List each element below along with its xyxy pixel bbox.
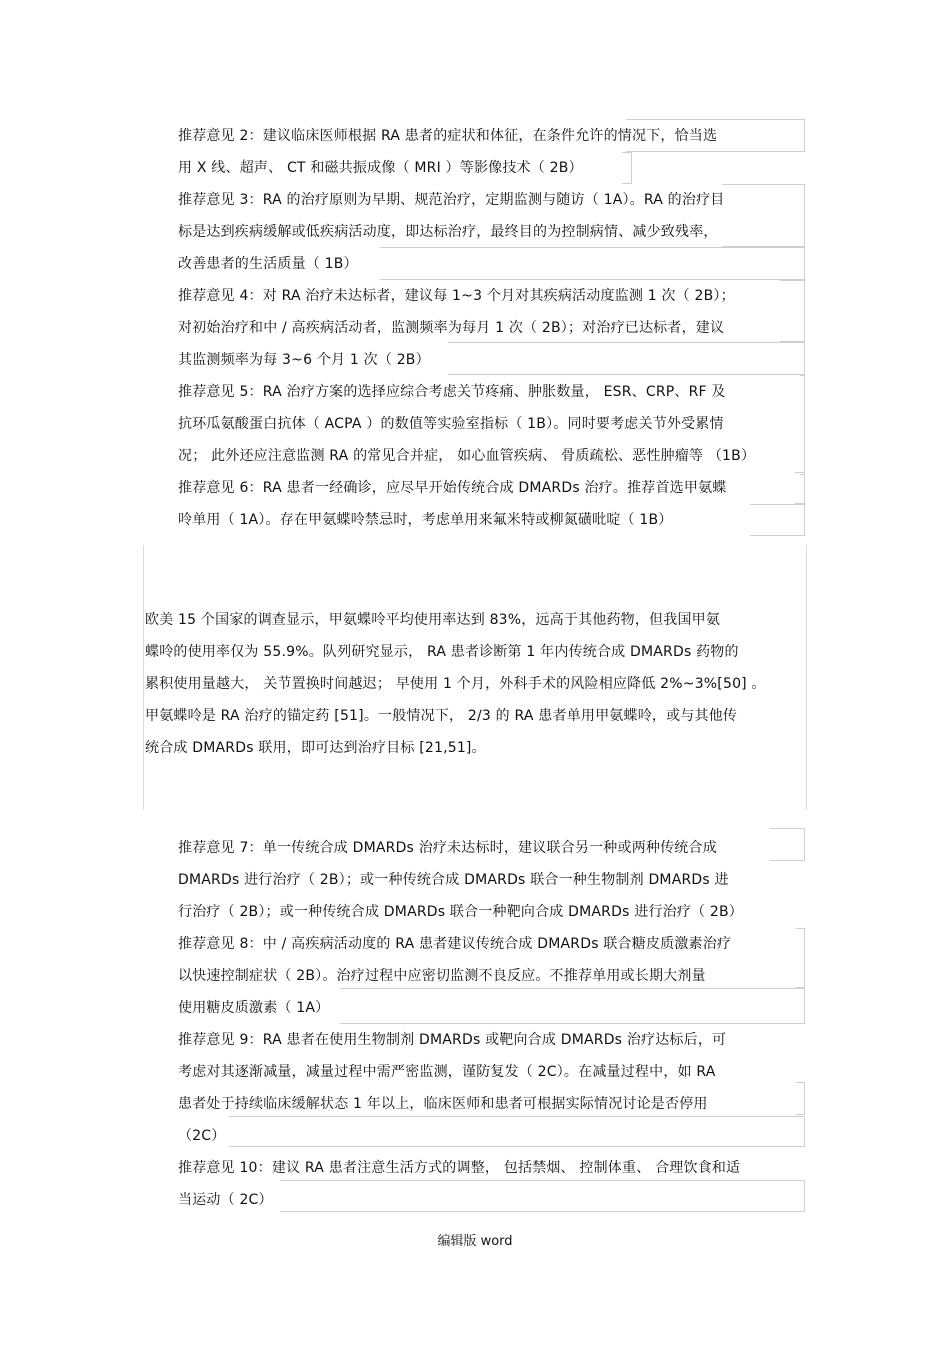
rec-line: 当运动（ 2C） bbox=[178, 1192, 273, 1208]
cell-border bbox=[448, 342, 805, 375]
cell-border bbox=[229, 1116, 805, 1147]
rec-line: 对初始治疗和中 / 高疾病活动者，监测频率为每月 1 次（ 2B）；对治疗已达标者，建议 bbox=[178, 320, 725, 336]
rec-line: 况； 此外还应注意监测 RA 的常见合并症， 如心血管疾病、 骨质疏松、恶性肿瘤等 （1B） bbox=[178, 448, 756, 464]
cell-border bbox=[770, 828, 805, 861]
rec-line: 推荐意见 8：中 / 高疾病活动度的 RA 患者建议传统合成 DMARDs 联合糖皮质激素治疗 bbox=[178, 936, 732, 952]
rec-line: 其监测频率为每 3~6 个月 1 次（ 2B） bbox=[178, 352, 430, 368]
rec-line: 推荐意见 4：对 RA 治疗未达标者，建议每 1~3 个月对其疾病活动度监测 1 次（ 2B）； bbox=[178, 288, 735, 304]
page-footer: 编辑版 word bbox=[437, 1234, 513, 1249]
rec-line: 行治疗（ 2B）；或一种传统合成 DMARDs 联合一种靶向合成 DMARDs 进行治疗（ 2B） bbox=[178, 904, 743, 920]
rec-line: 推荐意见 10：建议 RA 患者注意生活方式的调整， 包括禁烟、 控制体重、 合理饮食和适 bbox=[178, 1160, 741, 1176]
rec-line: 推荐意见 7：单一传统合成 DMARDs 治疗未达标时，建议联合另一种或两种传统合成 bbox=[178, 840, 717, 856]
paragraph-line: 欧美 15 个国家的调查显示，甲氨蝶呤平均使用率达到 83%，远高于其他药物，但我国甲氨 bbox=[145, 612, 721, 628]
cell-border bbox=[800, 375, 805, 475]
paragraph-line: 累积使用量越大， 关节置换时间越迟； 早使用 1 个月，外科手术的风险相应降低 2%~3%[50] 。 bbox=[145, 676, 766, 692]
rec-line: 抗环瓜氨酸蛋白抗体（ ACPA ）的数值等实验室指标（ 1B）。同时要考虑关节外受累情 bbox=[178, 416, 724, 432]
rec-line: 改善患者的生活质量（ 1B） bbox=[178, 256, 358, 272]
rec-line: 呤单用（ 1A）。存在甲氨蝶呤禁忌时，考虑单用来氟米特或柳氮磺吡啶（ 1B） bbox=[178, 512, 673, 528]
rec-line: 用 X 线、超声、 CT 和磁共振成像（ MRI ）等影像技术（ 2B） bbox=[178, 160, 583, 176]
rec-line: 患者处于持续临床缓解状态 1 年以上，临床医师和患者可根据实际情况讨论是否停用 bbox=[178, 1096, 708, 1112]
cell-border bbox=[750, 504, 805, 536]
paragraph-line: 甲氨蝶呤是 RA 治疗的锚定药 [51]。一般情况下， 2/3 的 RA 患者单用甲氨蝶呤，或与其他传 bbox=[145, 708, 738, 724]
rec-line: 推荐意见 9：RA 患者在使用生物制剂 DMARDs 或靶向合成 DMARDs 治疗达标后，可 bbox=[178, 1032, 727, 1048]
rec-line: 推荐意见 3：RA 的治疗原则为早期、规范治疗，定期监测与随访（ 1A）。RA 的治疗目 bbox=[178, 192, 725, 208]
rec-line: DMARDs 进行治疗（ 2B）；或一种传统合成 DMARDs 联合一种生物制剂 DMARDs 进 bbox=[178, 872, 729, 888]
rec-line: （2C） bbox=[178, 1128, 226, 1144]
cell-border bbox=[340, 988, 805, 1024]
cell-border bbox=[796, 928, 805, 988]
cell-border bbox=[622, 152, 632, 184]
rec-line: 推荐意见 6：RA 患者一经确诊，应尽早开始传统合成 DMARDs 治疗。推荐首选甲氨蝶 bbox=[178, 480, 727, 496]
rec-line: 推荐意见 5：RA 治疗方案的选择应综合考虑关节疼痛、肿胀数量， ESR、CRP、RF 及 bbox=[178, 384, 726, 400]
rec-line: 以快速控制症状（ 2B）。治疗过程中应密切监测不良反应。不推荐单用或长期大剂量 bbox=[178, 968, 706, 984]
cell-divider bbox=[806, 545, 807, 810]
rec-line: 推荐意见 2：建议临床医师根据 RA 患者的症状和体征，在条件允许的情况下，恰当选 bbox=[178, 128, 718, 144]
cell-divider bbox=[143, 545, 144, 810]
cell-border bbox=[795, 472, 805, 504]
cell-border bbox=[796, 1082, 805, 1115]
rec-line: 考虑对其逐渐减量，减量过程中需严密监测，谨防复发（ 2C）。在减量过程中，如 RA bbox=[178, 1064, 716, 1080]
paragraph-line: 统合成 DMARDs 联用，即可达到治疗目标 [21,51]。 bbox=[145, 740, 486, 756]
cell-border bbox=[722, 184, 805, 247]
cell-border bbox=[280, 1180, 805, 1212]
rec-line: 标是达到疾病缓解或低疾病活动度，即达标治疗，最终目的为控制病情、减少致残率， bbox=[178, 224, 718, 240]
rec-line: 使用糖皮质激素（ 1A） bbox=[178, 1000, 330, 1016]
cell-border bbox=[780, 280, 805, 342]
cell-border bbox=[380, 247, 805, 280]
paragraph-line: 蝶呤的使用率仅为 55.9%。队列研究显示， RA 患者诊断第 1 年内传统合成 DMARDs 药物的 bbox=[145, 644, 739, 660]
